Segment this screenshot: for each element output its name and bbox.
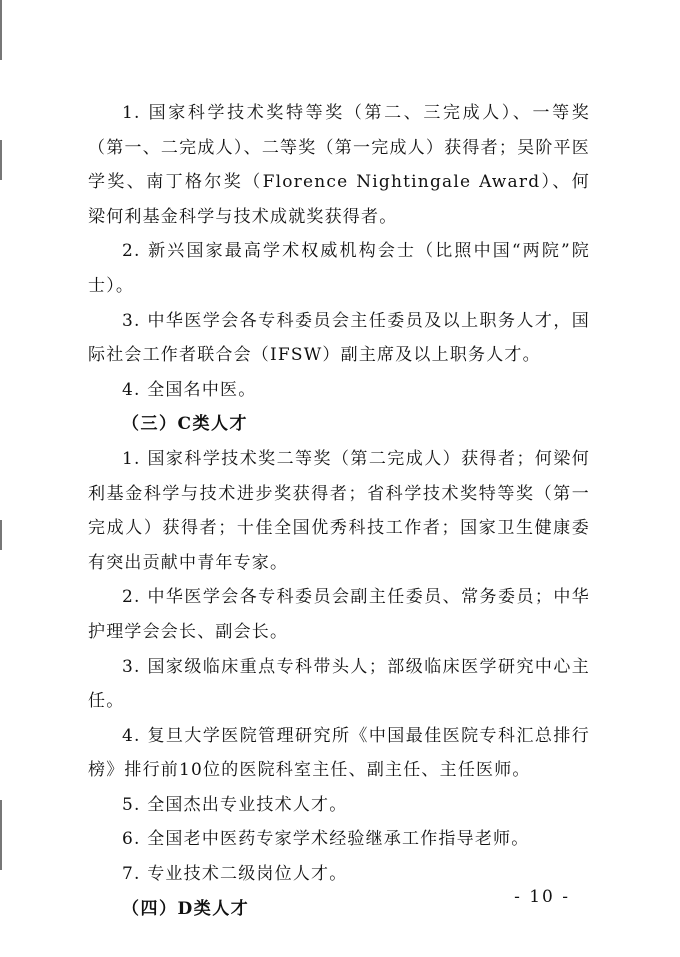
list-item: 4. 全国名中医。 [122,379,257,400]
list-item: 2. 新兴国家最高学术权威机构会士（比照中国“两院”院士）。 [88,241,590,296]
list-item: 1. 国家科学技术奖二等奖（第二完成人）获得者；何梁何利基金科学与技术进步奖获得者；省科学技术奖特等奖（第一完成人）获得者；十佳全国优秀科技工作者；国家卫生健康委有突出贡献中青年专家。 [88,448,590,573]
scan-edge-mark [0,0,2,60]
scan-edge-mark [0,140,2,180]
list-item: 4. 复旦大学医院管理研究所《中国最佳医院专科汇总排行榜》排行前10位的医院科室主任、副主任、主任医师。 [88,725,590,781]
section-heading-d: （四）D类人才 [122,898,250,919]
scan-edge-mark [0,520,2,550]
scan-edge-mark [0,800,2,870]
list-item: 3. 国家级临床重点专科带头人；部级临床医学研究中心主任。 [88,656,590,712]
section-heading-c: （三）C类人才 [122,414,249,435]
document-body [88,96,590,926]
list-item: 3. 中华医学会各专科委员会主任委员及以上职务人才，国际社会工作者联合会（IFSW）副主席及以上职务人才。 [88,310,590,366]
page-number: - 10 - [514,887,570,907]
list-item: 2. 中华医学会各专科委员会副主任委员、常务委员；中华护理学会会长、副会长。 [88,587,590,642]
list-item: 1. 国家科学技术奖特等奖（第二、三完成人）、一等奖（第一、二完成人）、二等奖（第一完成人）获得者；吴阶平医学奖、南丁格尔奖（Florence Nightingale Award）、何梁何利基金科学与技术成就奖获得者。 [88,103,590,227]
list-item: 6. 全国老中医药专家学术经验继承工作指导老师。 [122,829,530,850]
list-item: 5. 全国杰出专业技术人才。 [122,794,348,815]
list-item: 7. 专业技术二级岗位人才。 [122,864,348,885]
